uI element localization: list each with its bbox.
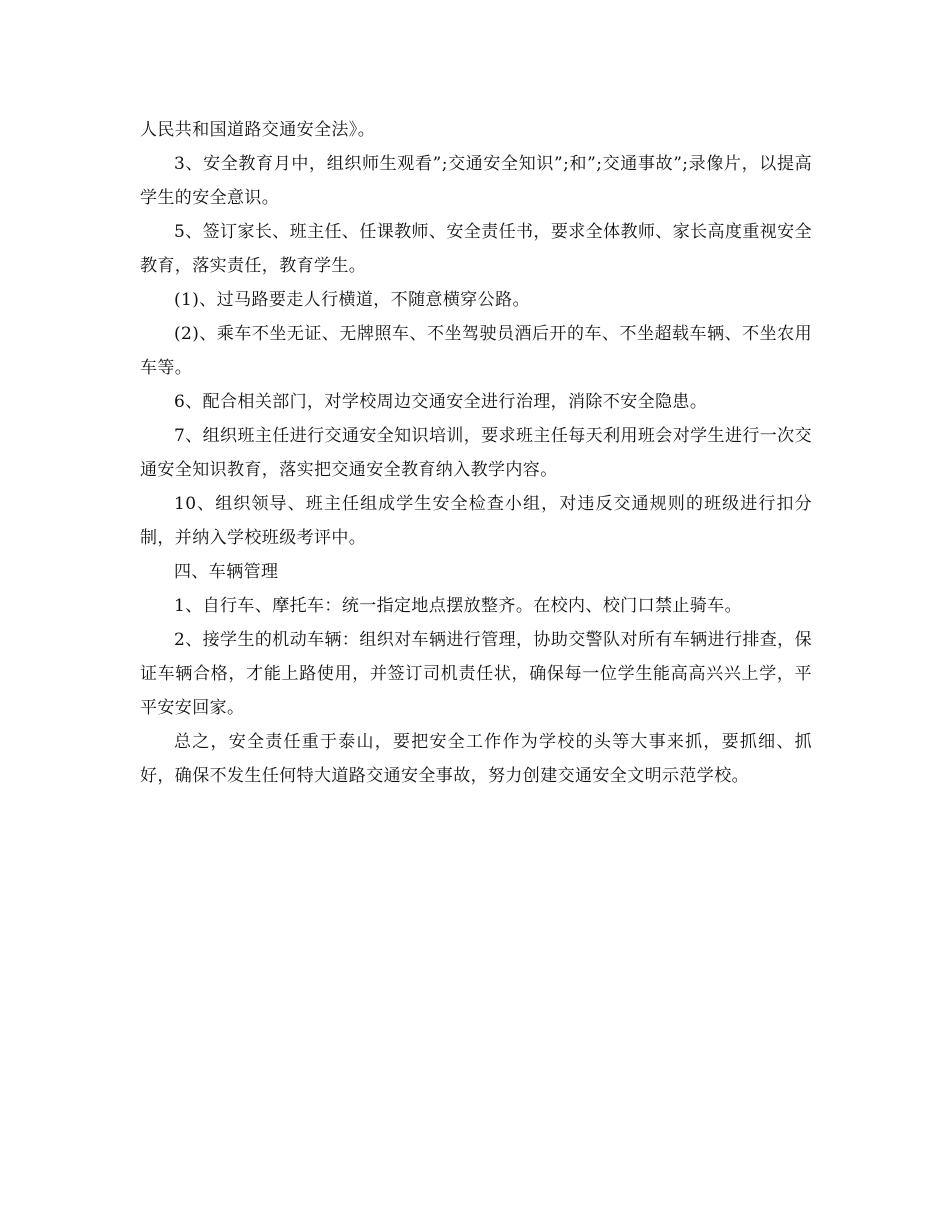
paragraph-subitem-1: (1)、过马路要走人行横道，不随意横穿公路。 xyxy=(174,290,530,310)
paragraph-subitem-2: (2)、乘车不坐无证、无牌照车、不坐驾驶员酒后开的车、不坐超载车辆、不坐农用车等。 xyxy=(140,324,812,378)
paragraph-item-6: 6、配合相关部门，对学校周边交通安全进行治理，消除不安全隐患。 xyxy=(174,392,708,412)
paragraph-conclusion: 总之，安全责任重于泰山，要把安全工作作为学校的头等大事来抓，要抓细、抓好，确保不发生任何特大道路交通安全事故，努力创建交通安全文明示范学校。 xyxy=(140,732,812,786)
section-heading-vehicle-management: 四、车辆管理 xyxy=(174,562,279,582)
paragraph-vehicle-item-1: 1、自行车、摩托车：统一指定地点摆放整齐。在校内、校门口禁止骑车。 xyxy=(174,596,743,616)
paragraph-vehicle-item-2: 2、接学生的机动车辆：组织对车辆进行管理，协助交警队对所有车辆进行排查，保证车辆合格，才能上路使用，并签订司机责任状，确保每一位学生能高高兴兴上学，平平安安回家。 xyxy=(140,630,812,718)
document-body xyxy=(140,113,812,793)
paragraph-item-7: 7、组织班主任进行交通安全知识培训，要求班主任每天利用班会对学生进行一次交通安全知识教育，落实把交通安全教育纳入教学内容。 xyxy=(140,426,812,480)
paragraph-item-10: 10、组织领导、班主任组成学生安全检查小组，对违反交通规则的班级进行扣分制，并纳入学校班级考评中。 xyxy=(140,494,812,548)
paragraph-law-continuation: 人民共和国道路交通安全法》。 xyxy=(140,120,376,140)
paragraph-item-3: 3、安全教育月中，组织师生观看”;交通安全知识”;和”;交通事故”;录像片，以提高学生的安全意识。 xyxy=(140,154,812,208)
paragraph-item-5: 5、签订家长、班主任、任课教师、安全责任书，要求全体教师、家长高度重视安全教育，落实责任，教育学生。 xyxy=(140,222,812,276)
